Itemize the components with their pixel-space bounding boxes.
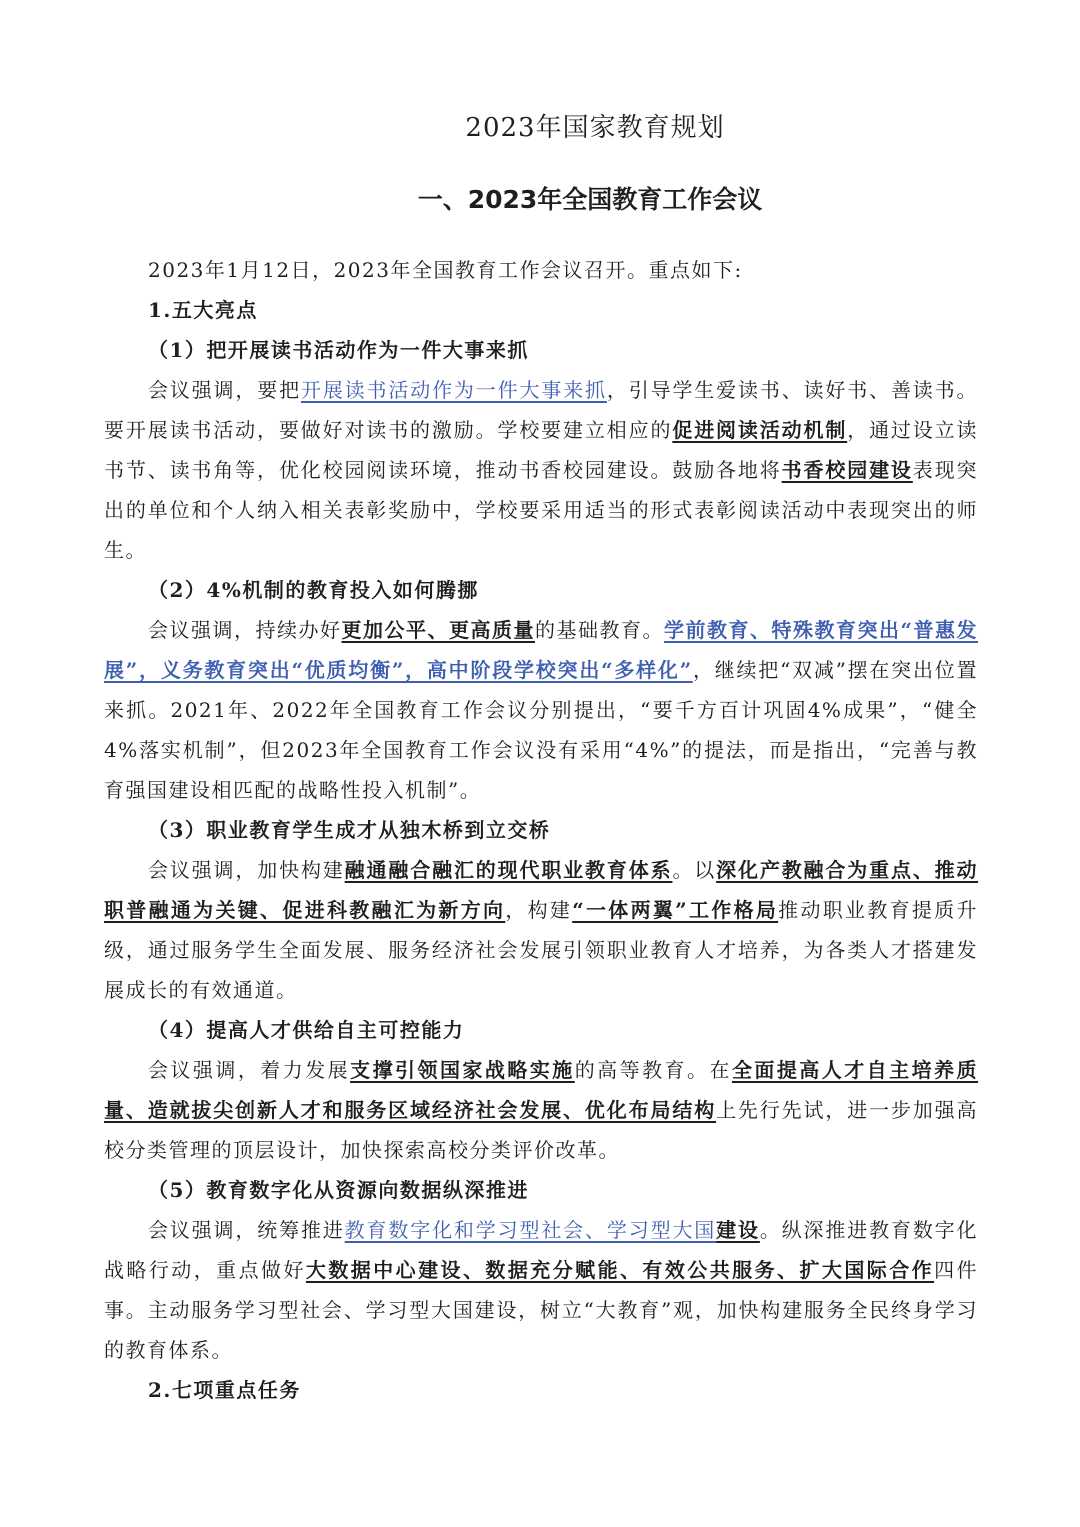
text-run: 会议强调，统筹推进 xyxy=(148,1218,345,1242)
emphasis-four-tasks: 大数据中心建设、数据充分赋能、有效公共服务、扩大国际合作 xyxy=(305,1258,935,1282)
text-run: 。纵深推进教育数字化战略行动，重点做好 xyxy=(104,1218,979,1282)
text-run: 会议强调，要把 xyxy=(148,378,301,402)
text-run: 的高等教育。在 xyxy=(574,1058,732,1082)
item-paragraph-3 xyxy=(104,850,978,1010)
intro-paragraph: 2023年1月12日，2023年全国教育工作会议召开。重点如下: xyxy=(148,258,743,282)
link-digital-learning[interactable]: 教育数字化和学习型社会、学习型大国 xyxy=(344,1218,717,1242)
emphasis-vocational-system: 融通融合融汇的现代职业教育体系 xyxy=(344,858,673,882)
item-heading-5: （5）教育数字化从资源向数据纵深推进 xyxy=(148,1178,529,1202)
subsection-title-tasks: 2.七项重点任务 xyxy=(148,1378,301,1402)
subsection-title-highlights: 1.五大亮点 xyxy=(148,298,258,322)
text-run: ，通过设立读书节、读书角等，优化校园阅读环境，推动书香校园建设。鼓励各地将 xyxy=(104,418,979,482)
item-paragraph-5 xyxy=(104,1210,978,1370)
emphasis-fair-quality: 更加公平、更高质量 xyxy=(341,618,535,642)
text-run: ，引导学生爱读书、读好书、善读书。要开展读书活动，要做好对读书的激励。学校要建立相应的 xyxy=(104,378,979,442)
text-run: 。以 xyxy=(672,858,717,882)
text-run: 会议强调，持续办好 xyxy=(148,618,342,642)
text-run: 上先行先试，进一步加强高校分类管理的顶层设计，加快探索高校分类评价改革。 xyxy=(104,1098,979,1162)
emphasis-one-body-two-wings: “一体两翼”工作格局 xyxy=(572,898,779,922)
emphasis-talent-quality: 全面提高人才自主培养质量、造就拔尖创新人才和服务区域经济社会发展、优化布局结构 xyxy=(104,1058,979,1122)
text-run: ，继续把“双减”摆在突出位置来抓。2021年、2022年全国教育工作会议分别提出，“要千方百计巩固4%成果”，“健全4%落实机制”，但2023年全国教育工作会议没有采用“4%”的提法，而是指出，“完善与教育强国建设相匹配的战略性投入机制”。 xyxy=(104,658,978,802)
text-run: 的基础教育。 xyxy=(535,618,664,642)
document-body xyxy=(104,250,978,1410)
link-education-stages[interactable]: 学前教育、特殊教育突出“普惠发展”，义务教育突出“优质均衡”，高中阶段学校突出“多样化” xyxy=(104,618,979,682)
section-heading: 一、2023年全国教育工作会议 xyxy=(417,185,763,214)
item-heading-2: （2）4%机制的教育投入如何腾挪 xyxy=(148,578,479,602)
item-paragraph-4 xyxy=(104,1050,978,1170)
item-paragraph-1 xyxy=(104,370,978,570)
text-run: 会议强调，着力发展 xyxy=(148,1058,351,1082)
text-run: 四件事。主动服务学习型社会、学习型大国建设，树立“大教育”观，加快构建服务全民终身学习的教育体系。 xyxy=(104,1258,979,1362)
item-heading-3: （3）职业教育学生成才从独木桥到立交桥 xyxy=(148,818,551,842)
text-run: ，构建 xyxy=(505,898,573,922)
item-paragraph-2 xyxy=(104,610,978,810)
item-heading-1: （1）把开展读书活动作为一件大事来抓 xyxy=(148,338,529,362)
link-reading-activity[interactable]: 开展读书活动作为一件大事来抓 xyxy=(300,378,607,402)
emphasis-national-strategy: 支撑引领国家战略实施 xyxy=(350,1058,575,1082)
text-run: 会议强调，加快构建 xyxy=(148,858,345,882)
emphasis-reading-mechanism: 促进阅读活动机制 xyxy=(672,418,848,442)
document-title: 2023年国家教育规划 xyxy=(465,113,725,143)
emphasis-construction: 建设 xyxy=(716,1218,760,1242)
emphasis-book-campus: 书香校园建设 xyxy=(781,458,913,482)
item-heading-4: （4）提高人才供给自主可控能力 xyxy=(148,1018,465,1042)
emphasis-integration: 深化产教融合为重点、推动职普融通为关键、促进科教融汇为新方向 xyxy=(104,858,979,922)
text-run: 表现突出的单位和个人纳入相关表彰奖励中，学校要采用适当的形式表彰阅读活动中表现突出的师生。 xyxy=(104,458,979,562)
text-run: 推动职业教育提质升级，通过服务学生全面发展、服务经济社会发展引领职业教育人才培养，为各类人才搭建发展成长的有效通道。 xyxy=(104,898,979,1002)
